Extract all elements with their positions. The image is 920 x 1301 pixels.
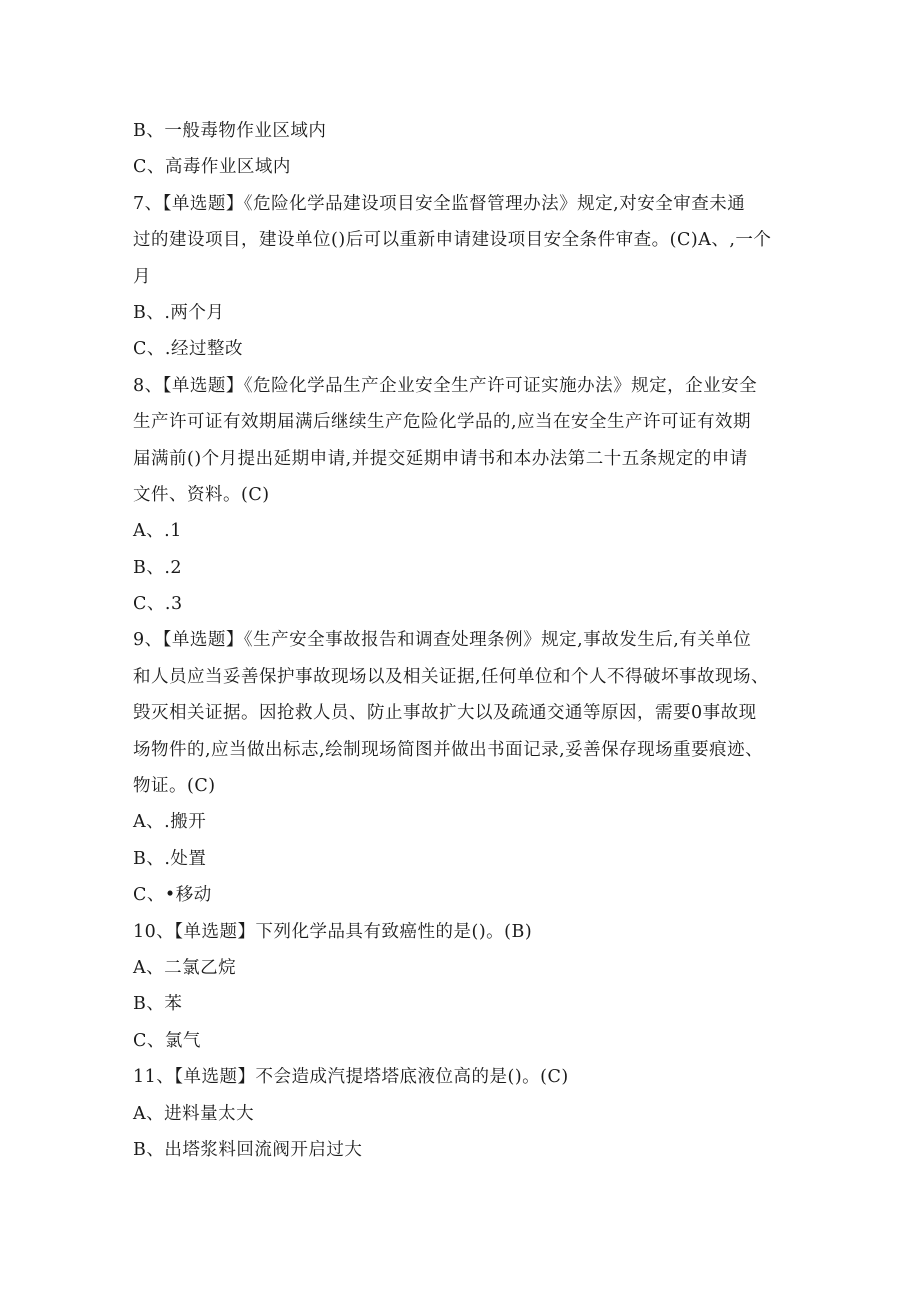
option-line: B、.两个月: [133, 302, 225, 323]
option-line: B、.处置: [133, 848, 207, 869]
question-line: 8、【单选题】《危险化学品生产企业安全生产许可证实施办法》规定，企业安全: [133, 375, 758, 396]
question-line: 月: [133, 266, 151, 287]
question-line: 物证。(C): [133, 776, 216, 797]
option-line: A、进料量太大: [133, 1103, 255, 1124]
question-line: 届满前()个月提出延期申请,并提交延期申请书和本办法第二十五条规定的申请: [133, 448, 748, 469]
question-line: 生产许可证有效期届满后继续生产危险化学品的,应当在安全生产许可证有效期: [133, 412, 752, 433]
option-line: A、二氯乙烷: [133, 957, 237, 978]
question-line: 9、【单选题】《生产安全事故报告和调查处理条例》规定,事故发生后,有关单位: [133, 630, 752, 651]
option-line: C、高毒作业区域内: [133, 157, 291, 178]
question-line: 毁灭相关证据。因抢救人员、防止事故扩大以及疏通交通等原因，需要0事故现: [133, 703, 757, 724]
option-line: C、.3: [133, 594, 183, 615]
option-line: C、•移动: [133, 885, 212, 906]
question-line: 10、【单选题】下列化学品具有致癌性的是()。(B): [133, 921, 533, 942]
document-body: [133, 113, 798, 1168]
question-line: 11、【单选题】不会造成汽提塔塔底液位高的是()。(C): [133, 1067, 569, 1088]
question-line: 文件、资料。(C): [133, 484, 270, 505]
question-line: 场物件的,应当做出标志,绘制现场简图并做出书面记录,妥善保存现场重要痕迹、: [133, 739, 764, 760]
question-line: 过的建设项目，建设单位()后可以重新申请建设项目安全条件审查。(C)A、,一个: [133, 230, 772, 251]
option-line: A、.1: [133, 521, 182, 542]
question-line: 7、【单选题】《危险化学品建设项目安全监督管理办法》规定,对安全审查未通: [133, 193, 746, 214]
option-line: C、氯气: [133, 1030, 201, 1051]
option-line: B、.2: [133, 557, 183, 578]
option-line: B、苯: [133, 994, 183, 1015]
option-line: B、一般毒物作业区域内: [133, 121, 327, 141]
option-line: C、.经过整改: [133, 339, 243, 360]
option-line: B、出塔浆料回流阀开启过大: [133, 1139, 363, 1160]
question-line: 和人员应当妥善保护事故现场以及相关证据,任何单位和个人不得破坏事故现场、: [133, 666, 770, 687]
option-line: A、.搬开: [133, 812, 207, 833]
